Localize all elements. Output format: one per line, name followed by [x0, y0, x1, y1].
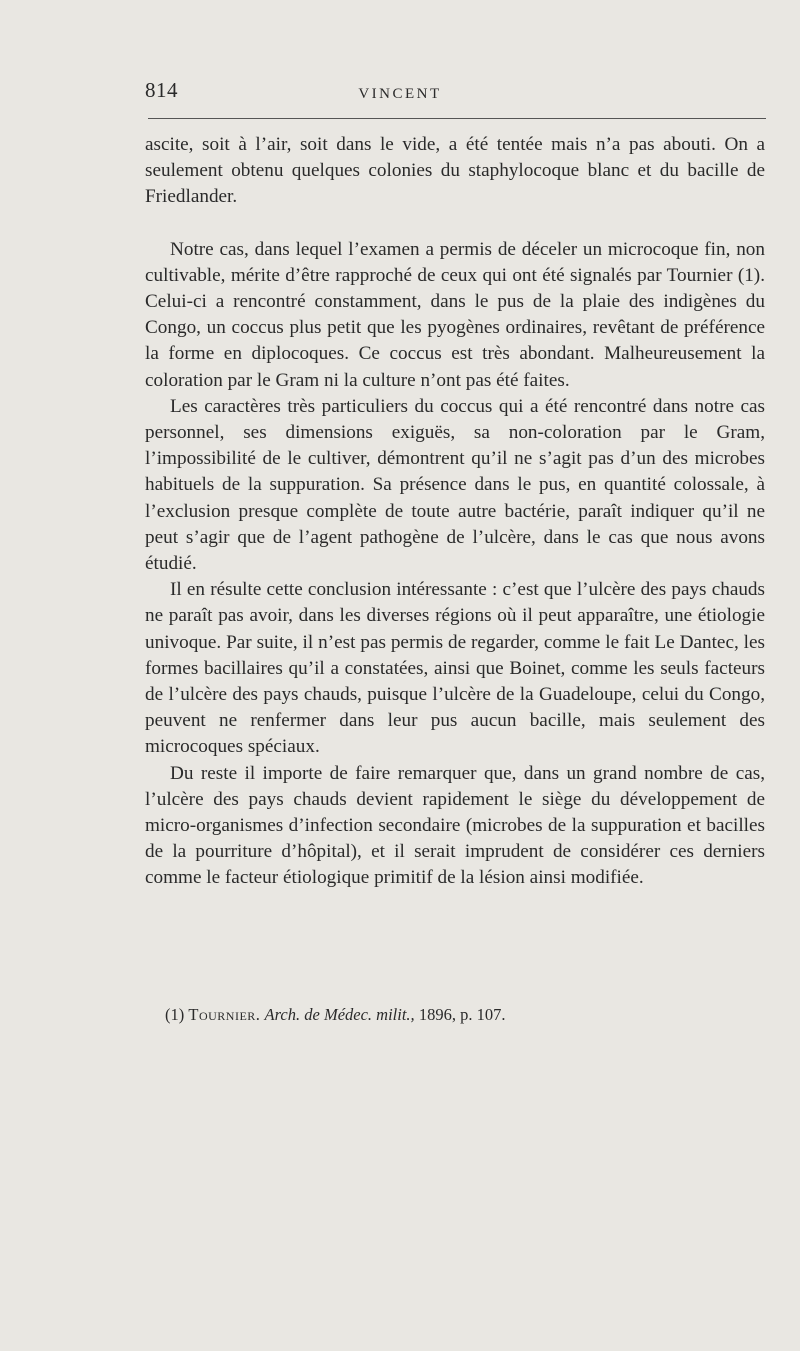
paragraph: Les caractères très particuliers du coccus qui a été rencontré dans notre cas personnel, ses dimensions exiguës, sa non-coloration par le Gram, l’impossibilité de le cultiver, démontrent qu’il ne s’agit pas d’un des microbes habituels de la suppuration. Sa présence dans le pus, en quantité colossale, à l’exclusion presque complète de toute autre bactérie, paraît indiquer qu’il ne peut s’agir que de l’agent pathogène de l’ulcère, dans le cas que nous avons étudié. — [145, 395, 765, 575]
footnote — [165, 1004, 765, 1026]
footnote-marker: (1) — [165, 1005, 185, 1024]
paragraph: Du reste il importe de faire remarquer que, dans un grand nombre de cas, l’ulcère des pays chauds devient rapidement le siège du développement de micro-organismes d’infection secondaire (microbes de la suppuration et bacilles de la pourriture d’hôpital), et il serait imprudent de considérer ces derniers comme le facteur étiologique primitif de la lésion ainsi modifiée. — [145, 762, 765, 889]
footnote-journal: Arch. de Médec. milit., — [264, 1005, 415, 1024]
footnote-author: Tournier. — [188, 1005, 261, 1024]
footnote-details: 1896, p. 107. — [418, 1005, 506, 1024]
header-rule — [148, 118, 766, 119]
paragraph: Il en résulte cette conclusion intéressante : c’est que l’ulcère des pays chauds ne paraît pas avoir, dans les diverses régions où il peut apparaître, une étiologie univoque. Par suite, il n’est pas permis de regarder, comme le fait Le Dantec, les formes bacillaires qu’il a constatées, ainsi que Boinet, comme les seuls facteurs de l’ulcère des pays chauds, puisque l’ulcère de la Guadeloupe, celui du Congo, peuvent ne renfermer dans leur pus aucun bacille, mais seulement des microcoques spéciaux. — [145, 579, 765, 758]
body-text — [145, 132, 765, 892]
paragraph: Notre cas, dans lequel l’examen a permis de déceler un microcoque fin, non cultivable, mérite d’être rapproché de ceux qui ont été signalés par Tournier (1). Celui-ci a rencontré constamment, dans le pus de la plaie des indigènes du Congo, un coccus plus petit que les pyogènes ordinaires, revêtant de préférence la forme en diplocoques. Ce coccus est très abondant. Malheureusement la coloration par le Gram ni la culture n’ont pas été faites. — [145, 238, 765, 391]
running-title: VINCENT — [358, 86, 442, 102]
page-number: 814 — [145, 78, 178, 102]
paragraph-continuation: ascite, soit à l’air, soit dans le vide, a été tentée mais n’a pas abouti. On a seulement obtenu quelques colonies du staphylocoque blanc et du bacille de Friedlander. — [145, 134, 765, 208]
